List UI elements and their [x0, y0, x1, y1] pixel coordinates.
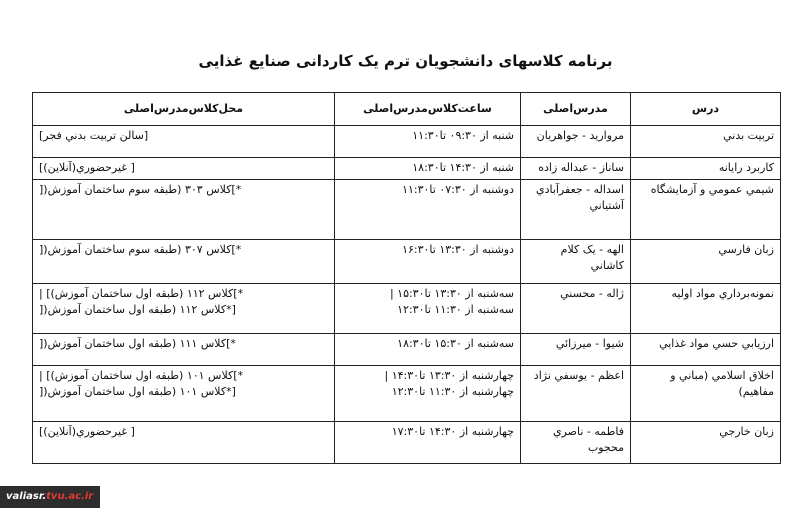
location-line: [*كلاس ۱۰۱ (طبقه اول ساختمان آموزش([: [39, 385, 236, 398]
header-course: درس: [631, 93, 781, 126]
time-line: سه‌شنبه از ۱۱:۳۰ تا۱۲:۳۰: [397, 303, 514, 316]
location-cell: [33, 422, 335, 464]
time-line: شنبه از ۰۹:۳۰ تا۱۱:۳۰: [412, 129, 514, 142]
time-line: چهارشنبه از ۱۴:۳۰ تا۱۷:۳۰: [391, 425, 514, 438]
location-cell: [33, 334, 335, 366]
table-row: [33, 126, 781, 158]
location-line: [ غيرحضوري(آنلاين)]: [39, 161, 135, 174]
teacher-cell: اسداله - جعفرآبادي آشتياني: [521, 180, 631, 240]
teacher-cell: ژاله - محسني: [521, 284, 631, 334]
course-cell: تربيت بدني: [631, 126, 781, 158]
course-cell: نمونه‌برداري مواد اوليه: [631, 284, 781, 334]
watermark-prefix: valiasr.: [6, 491, 47, 502]
table-row: [33, 240, 781, 284]
course-cell: زبان فارسي: [631, 240, 781, 284]
header-teacher: مدرس‌اصلی: [521, 93, 631, 126]
header-location: محل‌کلاس‌مدرس‌اصلی: [33, 93, 335, 126]
course-cell: كاربرد رايانه: [631, 158, 781, 180]
table-row: [33, 158, 781, 180]
header-time: ساعت‌کلاس‌مدرس‌اصلی: [335, 93, 521, 126]
teacher-cell: شيوا - ميرزائي: [521, 334, 631, 366]
location-cell: [33, 180, 335, 240]
location-cell: [33, 366, 335, 422]
course-cell: شيمي عمومي و آزمايشگاه: [631, 180, 781, 240]
teacher-cell: فاطمه - ناصري محجوب: [521, 422, 631, 464]
time-line: سه‌شنبه از ۱۵:۳۰ تا۱۸:۳۰: [397, 337, 514, 350]
time-line: دوشنبه از ۱۳:۳۰ تا۱۶:۳۰: [402, 243, 514, 256]
time-cell: [335, 240, 521, 284]
location-line: *]كلاس ۳۰۷ (طبقه سوم ساختمان آموزش([: [39, 243, 242, 256]
time-cell: [335, 366, 521, 422]
time-line: شنبه از ۱۴:۳۰ تا۱۸:۳۰: [412, 161, 514, 174]
table-row: [33, 284, 781, 334]
location-line: *]كلاس ۳۰۳ (طبقه سوم ساختمان آموزش([: [39, 183, 242, 196]
table-header-row: [33, 93, 781, 126]
course-cell: اخلاق اسلامي (مباني و مفاهيم): [631, 366, 781, 422]
table-row: [33, 180, 781, 240]
time-cell: [335, 180, 521, 240]
time-cell: [335, 126, 521, 158]
location-cell: [33, 240, 335, 284]
location-line: [ غيرحضوري(آنلاين)]: [39, 425, 135, 438]
teacher-cell: الهه - يک كلام كاشاني: [521, 240, 631, 284]
time-line: چهارشنبه از ۱۱:۳۰ تا۱۲:۳۰: [391, 385, 514, 398]
teacher-cell: ساناز - عبداله زاده: [521, 158, 631, 180]
table-row: [33, 422, 781, 464]
time-cell: [335, 284, 521, 334]
course-cell: زبان خارجي: [631, 422, 781, 464]
page-title: برنامه کلاسهای دانشجویان ترم یک کاردانی صنایع غذایی: [198, 52, 613, 70]
time-cell: [335, 422, 521, 464]
schedule-table: [32, 92, 781, 464]
watermark-accent: tvu.ac.ir: [46, 491, 94, 502]
time-line: چهارشنبه از ۱۳:۳۰ تا۱۴:۳۰ |: [384, 369, 514, 382]
location-line: [سالن تربيت بدني فجر]: [39, 129, 149, 142]
table-row: [33, 366, 781, 422]
table-row: [33, 334, 781, 366]
location-line: *]كلاس ۱۱۲ (طبقه اول ساختمان آموزش)] |: [39, 287, 244, 300]
location-cell: [33, 284, 335, 334]
site-watermark: [0, 486, 100, 508]
time-line: دوشنبه از ۰۷:۳۰ تا۱۱:۳۰: [402, 183, 514, 196]
time-cell: [335, 334, 521, 366]
time-line: سه‌شنبه از ۱۳:۳۰ تا۱۵:۳۰ |: [389, 287, 514, 300]
location-cell: [33, 158, 335, 180]
location-line: [*كلاس ۱۱۲ (طبقه اول ساختمان آموزش([: [39, 303, 236, 316]
location-line: *]كلاس ۱۱۱ (طبقه اول ساختمان آموزش([: [39, 337, 236, 350]
table-body: [33, 126, 781, 464]
location-cell: [33, 126, 335, 158]
teacher-cell: اعظم - يوسفي نژاد: [521, 366, 631, 422]
location-line: *]كلاس ۱۰۱ (طبقه اول ساختمان آموزش)] |: [39, 369, 244, 382]
course-cell: ارزيابي حسي مواد غذايي: [631, 334, 781, 366]
teacher-cell: مرواريد - جواهريان: [521, 126, 631, 158]
time-cell: [335, 158, 521, 180]
